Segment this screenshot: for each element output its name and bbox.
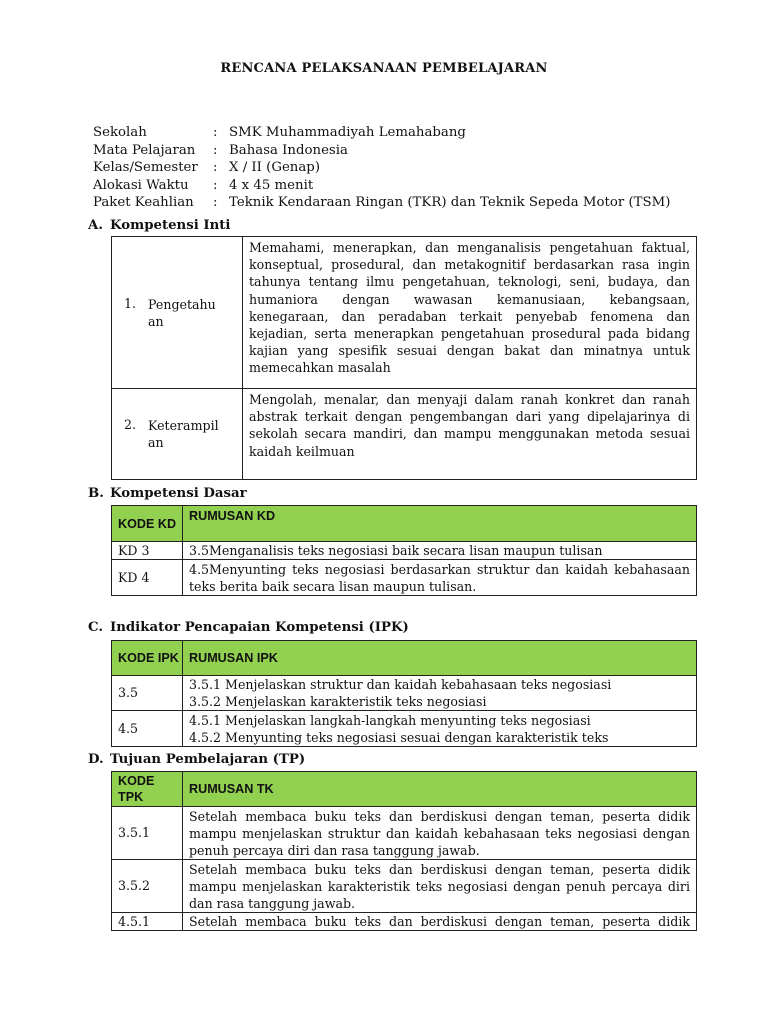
header-code: KODE KD [112,506,183,542]
identity-value: Bahasa Indonesia [229,142,348,158]
table-row [112,389,697,480]
identity-value: 4 x 45 menit [229,177,314,193]
kd-text: 3.5Menganalisis teks negosiasi baik secara lisan maupun tulisan [183,542,697,560]
table-row [112,913,697,931]
table-row [112,542,697,560]
section-title: Kompetensi Inti [110,218,231,233]
table-row [112,676,697,711]
header-code: KODE TPK [112,772,183,807]
tp-code: 4.5.1 [112,913,183,931]
section-letter: B. [88,486,104,501]
section-letter: A. [88,218,103,233]
identity-colon: : [213,125,218,140]
identity-value: Teknik Kendaraan Ringan (TKR) dan Teknik Sepeda Motor (TSM) [229,195,671,211]
table-row [112,711,697,747]
section-heading-c [88,620,409,635]
tp-text: Setelah membaca buku teks dan berdiskusi dengan teman, peserta didik mampu menjelaskan struktur dan kaidah kebahasaan teks negosiasi dengan penuh percaya diri dan rasa tanggung jawab. [183,807,697,860]
ki-number: 2. [124,417,137,432]
section-title: Tujuan Pembelajaran (TP) [110,752,306,767]
ki-label: Keterampil an [148,418,219,450]
header-text: RUMUSAN IPK [183,641,697,676]
ipk-table [111,640,697,747]
ki-table [111,236,697,480]
ki-number: 1. [124,295,137,311]
section-heading-b [88,486,247,501]
identity-colon: : [213,177,218,193]
ipk-line: 4.5.1 Menjelaskan langkah-langkah menyunting teks negosiasi [189,712,591,728]
identity-label: Paket Keahlian [93,195,194,211]
table-row [112,237,697,389]
kd-text: 4.5Menyunting teks negosiasi berdasarkan struktur dan kaidah kebahasaan teks berita baik secara lisan maupun tulisan. [183,560,697,596]
ipk-code: 3.5 [112,676,183,711]
identity-value: SMK Muhammadiyah Lemahabang [229,125,466,140]
section-letter: D. [88,752,104,767]
ipk-text-cell [183,711,697,747]
document-title: RENCANA PELAKSANAAN PEMBELAJARAN [220,61,548,76]
section-title: Kompetensi Dasar [110,486,247,501]
identity-label: Sekolah [93,125,147,140]
tp-table [111,771,697,931]
table-header-row [112,772,697,807]
identity-label: Kelas/Semester [93,160,198,176]
ipk-line: 3.5.2 Menjelaskan karakteristik teks negosiasi [189,694,487,709]
table-row [112,860,697,913]
ipk-text-cell [183,676,697,711]
identity-row [93,159,670,177]
header-code: KODE IPK [112,641,183,676]
table-header-row [112,506,697,542]
tp-code: 3.5.1 [112,807,183,860]
identity-value: X / II (Genap) [229,160,321,176]
kd-code: KD 3 [112,542,183,560]
section-heading-d [88,752,305,767]
header-text: RUMUSAN TK [183,772,697,807]
identity-colon: : [213,195,218,211]
identity-block [93,124,670,212]
section-letter: C. [88,620,103,635]
identity-colon: : [213,160,218,176]
ipk-code: 4.5 [112,711,183,747]
ipk-line: 3.5.1 Menjelaskan struktur dan kaidah kebahasaan teks negosiasi [189,677,612,692]
kd-code: KD 4 [112,560,183,596]
tp-text: Setelah membaca buku teks dan berdiskusi dengan teman, peserta didik mampu menjelaskan karakteristik teks negosiasi dengan penuh percaya diri dan rasa tanggung jawab. [183,860,697,913]
identity-colon: : [213,142,218,158]
tp-code: 3.5.2 [112,860,183,913]
kd-table [111,505,697,596]
ki-label-cell [112,389,243,480]
ki-description: Memahami, menerapkan, dan menganalisis pengetahuan faktual, konseptual, prosedural, dan metakognitif berdasarkan rasa ingin tahunya tentang ilmu pengetahuan, teknologi, seni, budaya, dan humaniora dengan wawasan kemanusiaan, kebangsaan, kenegaraan, dan peradaban terkait penyebab fenomena dan kejadian, serta menerapkan pengetahuan prosedural pada bidang kajian yang spesifik sesuai dengan bakat dan minatnya untuk memecahkan masalah [243,237,697,389]
identity-label: Mata Pelajaran [93,142,196,158]
identity-row [93,142,670,160]
table-row [112,560,697,596]
section-heading-a [88,218,230,233]
identity-row [93,194,670,212]
ipk-line: 4.5.2 Menyunting teks negosiasi sesuai dengan karakteristik teks [189,729,609,745]
header-text: RUMUSAN KD [183,506,697,542]
section-title: Indikator Pencapaian Kompetensi (IPK) [110,620,409,635]
ki-label: Pengetahu an [148,296,216,329]
tp-text: Setelah membaca buku teks dan berdiskusi dengan teman, peserta didik [183,913,697,931]
identity-row [93,177,670,195]
table-row [112,807,697,860]
identity-row [93,124,670,142]
identity-label: Alokasi Waktu [93,177,189,193]
ki-label-cell [112,237,243,389]
table-header-row [112,641,697,676]
ki-description: Mengolah, menalar, dan menyaji dalam ranah konkret dan ranah abstrak terkait dengan pengembangan dari yang dipelajarinya di sekolah secara mandiri, dan mampu menggunakan metoda sesuai kaidah keilmuan [243,389,697,480]
